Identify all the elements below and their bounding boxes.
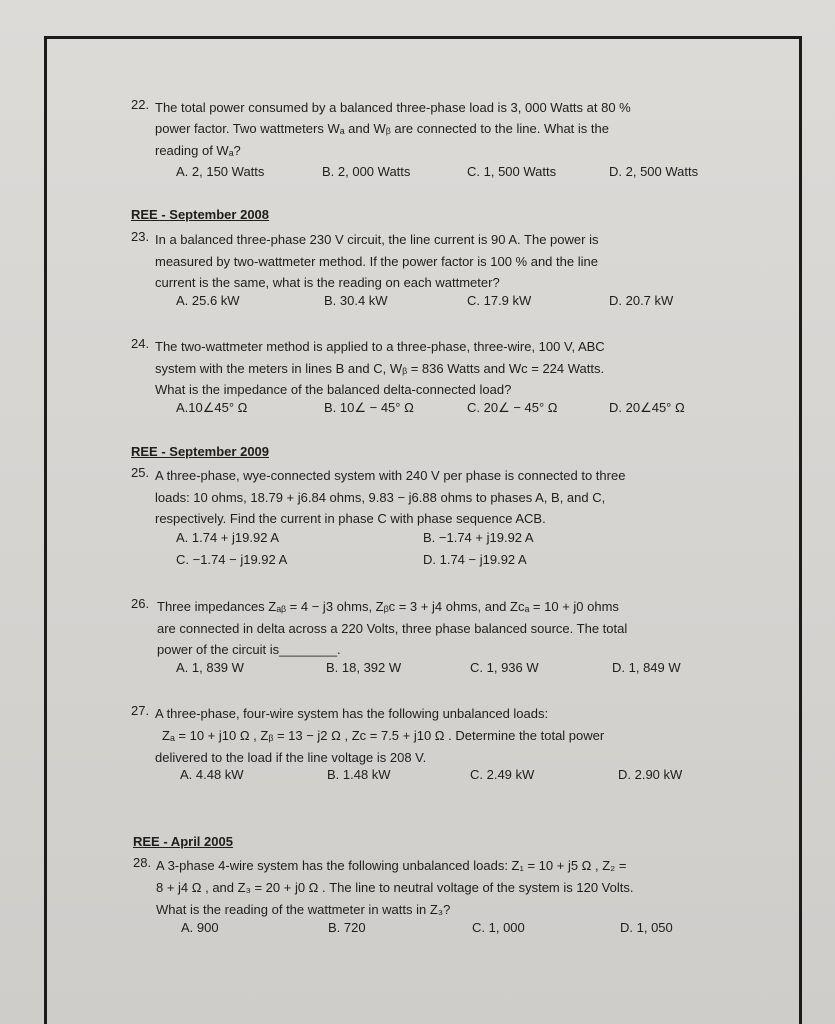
option-c: C. 1, 000 xyxy=(472,920,525,935)
option-d: D. 2.90 kW xyxy=(618,767,683,782)
question-number-23: 23. xyxy=(131,229,150,244)
question-text-line: loads: 10 ohms, 18.79 + j6.84 ohms, 9.83 − j6.88 ohms to phases A, B, and C, xyxy=(155,490,606,505)
question-text-line: measured by two-wattmeter method. If the power factor is 100 % and the line xyxy=(155,254,598,269)
option-b: B. 10∠ − 45° Ω xyxy=(324,400,414,415)
question-number-25: 25. xyxy=(131,465,150,480)
option-a: A. 2, 150 Watts xyxy=(176,164,265,179)
option-c: C. 1, 500 Watts xyxy=(467,164,557,179)
question-text-line: power factor. Two wattmeters Wₐ and Wᵦ are connected to the line. What is the xyxy=(155,121,609,136)
option-b: B. 2, 000 Watts xyxy=(322,164,411,179)
option-c: C. 2.49 kW xyxy=(470,767,535,782)
option-b: B. 720 xyxy=(328,920,366,935)
question-text-line: power of the circuit is________. xyxy=(157,642,341,657)
option-b: B. 1.48 kW xyxy=(327,767,391,782)
question-text-line: delivered to the load if the line voltage is 208 V. xyxy=(155,750,427,765)
question-text-line: Zₐ = 10 + j10 Ω , Zᵦ = 13 − j2 Ω , Zᴄ = 7.5 + j10 Ω . Determine the total power xyxy=(162,728,605,743)
question-text-line: The two-wattmeter method is applied to a three-phase, three-wire, 100 V, ABC xyxy=(155,339,605,354)
question-number-26: 26. xyxy=(131,596,150,611)
question-text-line: current is the same, what is the reading on each wattmeter? xyxy=(155,275,500,290)
option-c: C. −1.74 − j19.92 A xyxy=(176,552,288,567)
option-a: A. 25.6 kW xyxy=(176,293,240,308)
option-a: A. 4.48 kW xyxy=(180,767,244,782)
question-text-line: Three impedances Zₐᵦ = 4 − j3 ohms, Zᵦᴄ = 3 + j4 ohms, and Zᴄₐ = 10 + j0 ohms xyxy=(157,599,619,614)
option-d: D. 1, 849 W xyxy=(612,660,681,675)
question-text-line: 8 + j4 Ω , and Z₃ = 20 + j0 Ω . The line to neutral voltage of the system is 120 Volts. xyxy=(156,880,634,895)
option-c: C. 1, 936 W xyxy=(470,660,539,675)
question-text-line: A 3-phase 4-wire system has the following unbalanced loads: Z₁ = 10 + j5 Ω , Z₂ = xyxy=(156,858,627,873)
question-text-line: reading of Wₐ? xyxy=(155,143,241,158)
question-text-line: What is the impedance of the balanced delta-connected load? xyxy=(155,382,512,397)
question-number-24: 24. xyxy=(131,336,150,351)
option-a: A. 1.74 + j19.92 A xyxy=(176,530,279,545)
question-text-line: system with the meters in lines B and C, Wᵦ = 836 Watts and Wᴄ = 224 Watts. xyxy=(155,361,605,376)
option-a: A.10∠45° Ω xyxy=(176,400,248,415)
question-number-22: 22. xyxy=(131,97,150,112)
question-text-line: The total power consumed by a balanced three-phase load is 3, 000 Watts at 80 % xyxy=(155,100,631,115)
question-text-line: What is the reading of the wattmeter in watts in Z₃? xyxy=(156,902,451,917)
option-d: D. 20∠45° Ω xyxy=(609,400,685,415)
question-text-line: respectively. Find the current in phase C with phase sequence ACB. xyxy=(155,511,546,526)
option-c: C. 20∠ − 45° Ω xyxy=(467,400,558,415)
question-number-27: 27. xyxy=(131,703,150,718)
option-d: D. 1, 050 xyxy=(620,920,673,935)
section-heading: REE - April 2005 xyxy=(133,834,233,849)
section-heading: REE - September 2008 xyxy=(131,207,270,222)
option-b: B. 30.4 kW xyxy=(324,293,388,308)
question-number-28: 28. xyxy=(133,855,152,870)
option-d: D. 1.74 − j19.92 A xyxy=(423,552,527,567)
question-text-line: In a balanced three-phase 230 V circuit, the line current is 90 A. The power is xyxy=(155,232,599,247)
option-b: B. 18, 392 W xyxy=(326,660,402,675)
option-a: A. 900 xyxy=(181,920,219,935)
option-d: D. 2, 500 Watts xyxy=(609,164,699,179)
question-text-line: A three-phase, wye-connected system with 240 V per phase is connected to three xyxy=(155,468,626,483)
question-text-line: A three-phase, four-wire system has the following unbalanced loads: xyxy=(155,706,549,721)
option-a: A. 1, 839 W xyxy=(176,660,244,675)
section-heading: REE - September 2009 xyxy=(131,444,270,459)
option-c: C. 17.9 kW xyxy=(467,293,532,308)
question-text-line: are connected in delta across a 220 Volts, three phase balanced source. The total xyxy=(157,621,628,636)
option-b: B. −1.74 + j19.92 A xyxy=(423,530,534,545)
option-d: D. 20.7 kW xyxy=(609,293,674,308)
